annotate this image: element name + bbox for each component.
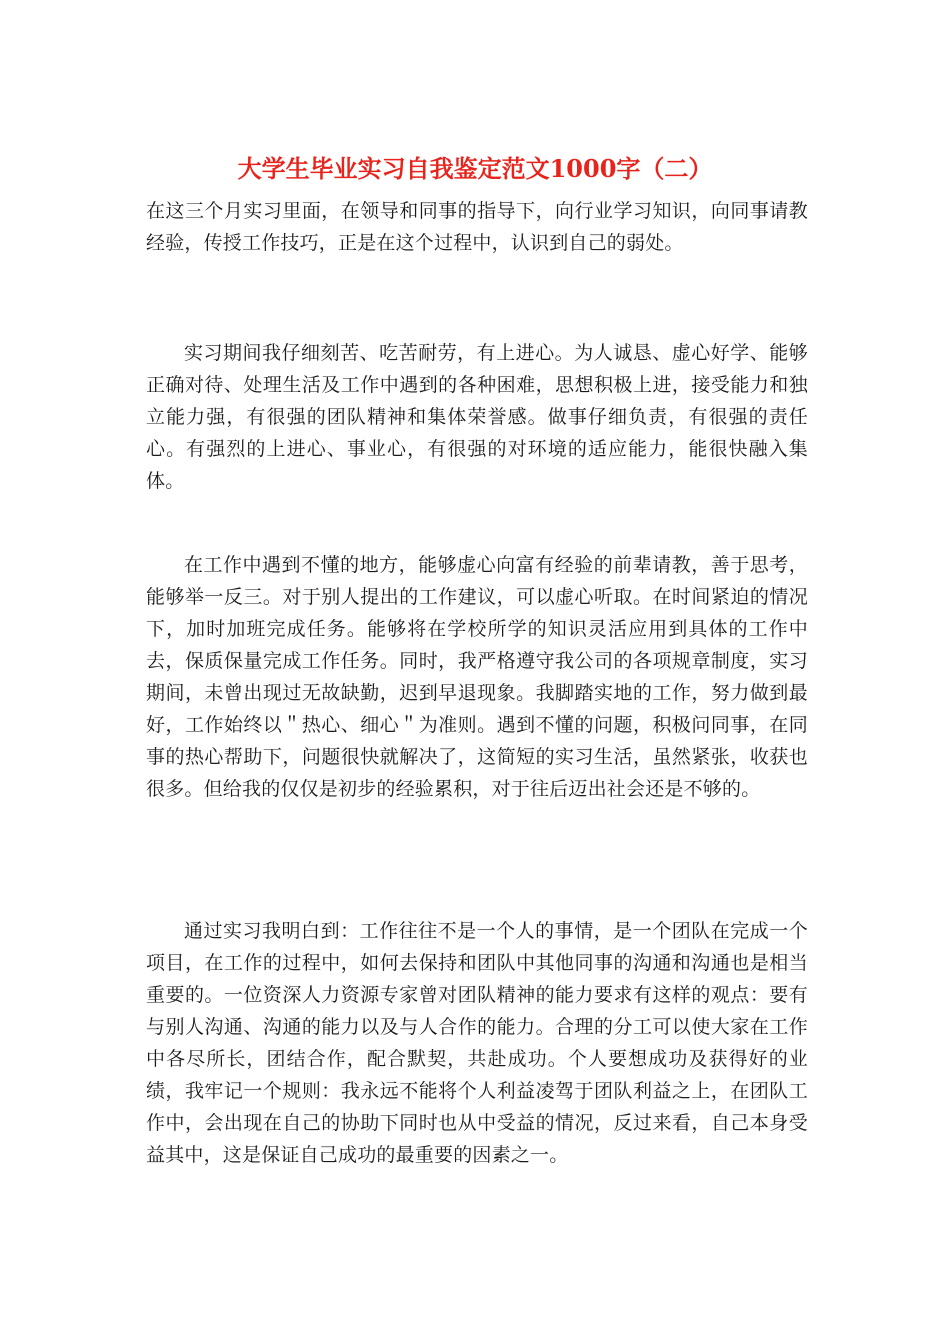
paragraph-2: 实习期间我仔细刻苦、吃苦耐劳，有上进心。为人诚恳、虚心好学、能够正确对待、处理生活及工作中遇到的各种困难，思想积极上进，接受能力和独立能力强，有很强的团队精神和集体荣誉感。做事仔细负责，有很强的责任心。有强烈的上进心、事业心，有很强的对环境的适应能力，能很快融入集体。 — [146, 342, 808, 492]
paragraph-1: 在这三个月实习里面，在领导和同事的指导下，向行业学习知识，向同事请教经验，传授工作技巧，正是在这个过程中，认识到自己的弱处。 — [146, 200, 808, 254]
document-title: 大学生毕业实习自我鉴定范文1000字（二） — [237, 154, 713, 183]
paragraph-3: 在工作中遇到不懂的地方，能够虚心向富有经验的前辈请教，善于思考，能够举一反三。对于别人提出的工作建议，可以虚心听取。在时间紧迫的情况下，加时加班完成任务。能够将在学校所学的知识灵活应用到具体的工作中去，保质保量完成工作任务。同时，我严格遵守我公司的各项规章制度，实习期间，未曾出现过无故缺勤，迟到早退现象。我脚踏实地的工作，努力做到最好，工作始终以＂热心、细心＂为准则。遇到不懂的问题，积极问同事，在同事的热心帮助下，问题很快就解决了，这简短的实习生活，虽然紧张，收获也很多。但给我的仅仅是初步的经验累积，对于往后迈出社会还是不够的。 — [146, 554, 808, 800]
paragraph-4: 通过实习我明白到：工作往往不是一个人的事情，是一个团队在完成一个项目，在工作的过程中，如何去保持和团队中其他同事的沟通和沟通也是相当重要的。一位资深人力资源专家曾对团队精神的能力要求有这样的观点：要有与别人沟通、沟通的能力以及与人合作的能力。合理的分工可以使大家在工作中各尽所长，团结合作，配合默契，共赴成功。个人要想成功及获得好的业绩，我牢记一个规则：我永远不能将个人利益凌驾于团队利益之上，在团队工作中，会出现在自己的协助下同时也从中受益的情况，反过来看，自己本身受益其中，这是保证自己成功的最重要的因素之一。 — [146, 920, 808, 1166]
